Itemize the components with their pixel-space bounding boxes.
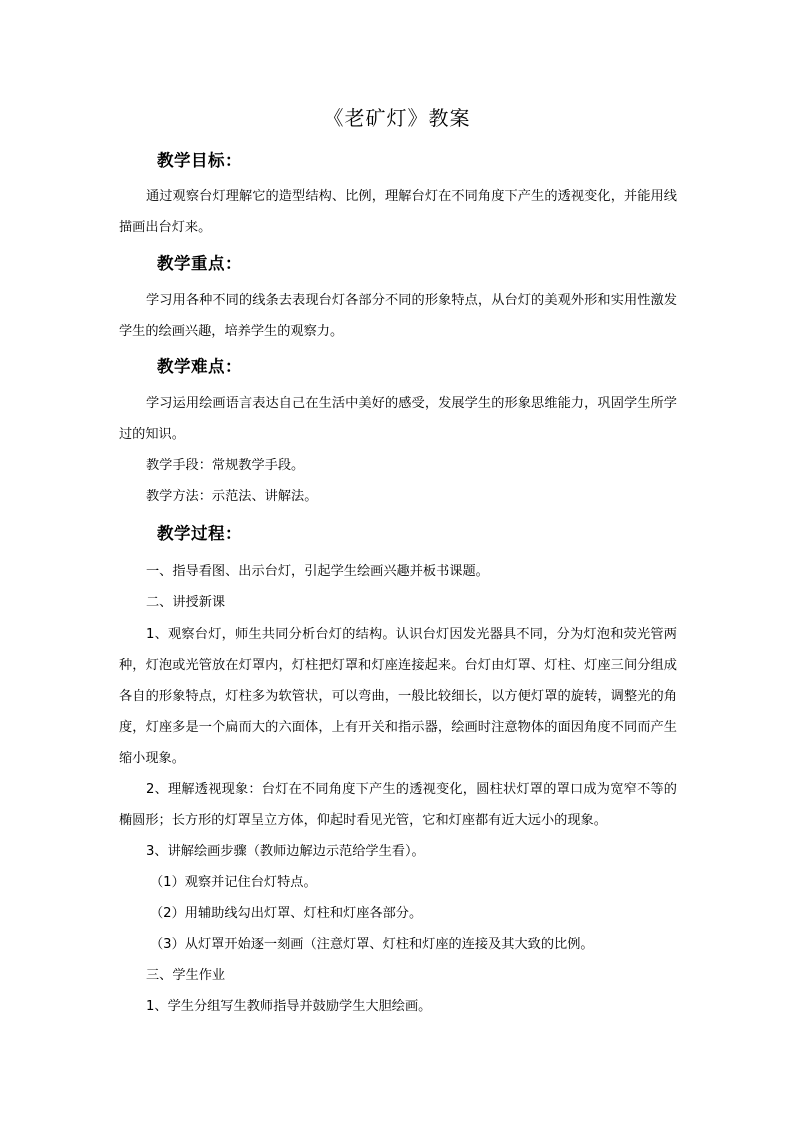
teaching-means: 教学手段：常规教学手段。 <box>146 458 305 473</box>
process-step-2: 二、讲授新课 <box>146 595 226 610</box>
difficulties-text: 学习运用绘画语言表达自己在生活中美好的感受，发展学生的形象思维能力，巩固学生所学过的知识。 <box>119 396 677 442</box>
objectives-heading: 教学目标： <box>157 151 242 170</box>
process-step-3: 三、学生作业 <box>146 968 226 983</box>
process-sub-3: （3）从灯罩开始逐一刻画（注意灯罩、灯柱和灯座的连接及其大致的比例。 <box>150 937 594 952</box>
document-title: 《老矿灯》教案 <box>323 106 471 130</box>
process-item-1: 1、观察台灯，师生共同分析台灯的结构。认识台灯因发光器具不同，分为灯泡和荧光管两种，灯泡或光管放在灯罩内，灯柱把灯罩和灯座连接起来。台灯由灯罩、灯柱、灯座三间分组成各自的形象特点，灯柱多为软管状，可以弯曲，一般比较细长，以方便灯罩的旋转，调整光的角度，灯座多是一个扁而大的六面体，上有开关和指示器，绘画时注意物体的面因角度不同而产生缩小现象。 <box>119 627 677 766</box>
key-points-heading: 教学重点： <box>157 254 242 273</box>
objectives-text: 通过观察台灯理解它的造型结构、比例，理解台灯在不同角度下产生的透视变化，并能用线描画出台灯来。 <box>119 189 677 235</box>
homework-item-1: 1、学生分组写生教师指导并鼓励学生大胆绘画。 <box>146 999 432 1014</box>
key-points-text: 学习用各种不同的线条去表现台灯各部分不同的形象特点，从台灯的美观外形和实用性激发学生的绘画兴趣，培养学生的观察力。 <box>119 293 677 339</box>
difficulties-heading: 教学难点： <box>157 357 242 376</box>
process-item-2: 2、理解透视现象：台灯在不同角度下产生的透视变化，圆柱状灯罩的罩口成为宽窄不等的椭圆形；长方形的灯罩呈立方体，仰起时看见光管，它和灯座都有近大远小的现象。 <box>119 782 677 828</box>
process-sub-1: （1）观察并记住台灯特点。 <box>150 875 317 890</box>
process-item-3: 3、讲解绘画步骤（教师边解边示范给学生看）。 <box>146 844 425 859</box>
process-step-1: 一、指导看图、出示台灯，引起学生绘画兴趣并板书课题。 <box>146 564 489 579</box>
process-sub-2: （2）用辅助线勾出灯罩、灯柱和灯座各部分。 <box>150 906 423 921</box>
process-heading: 教学过程： <box>157 524 242 543</box>
teaching-methods: 教学方法：示范法、讲解法。 <box>146 489 318 504</box>
